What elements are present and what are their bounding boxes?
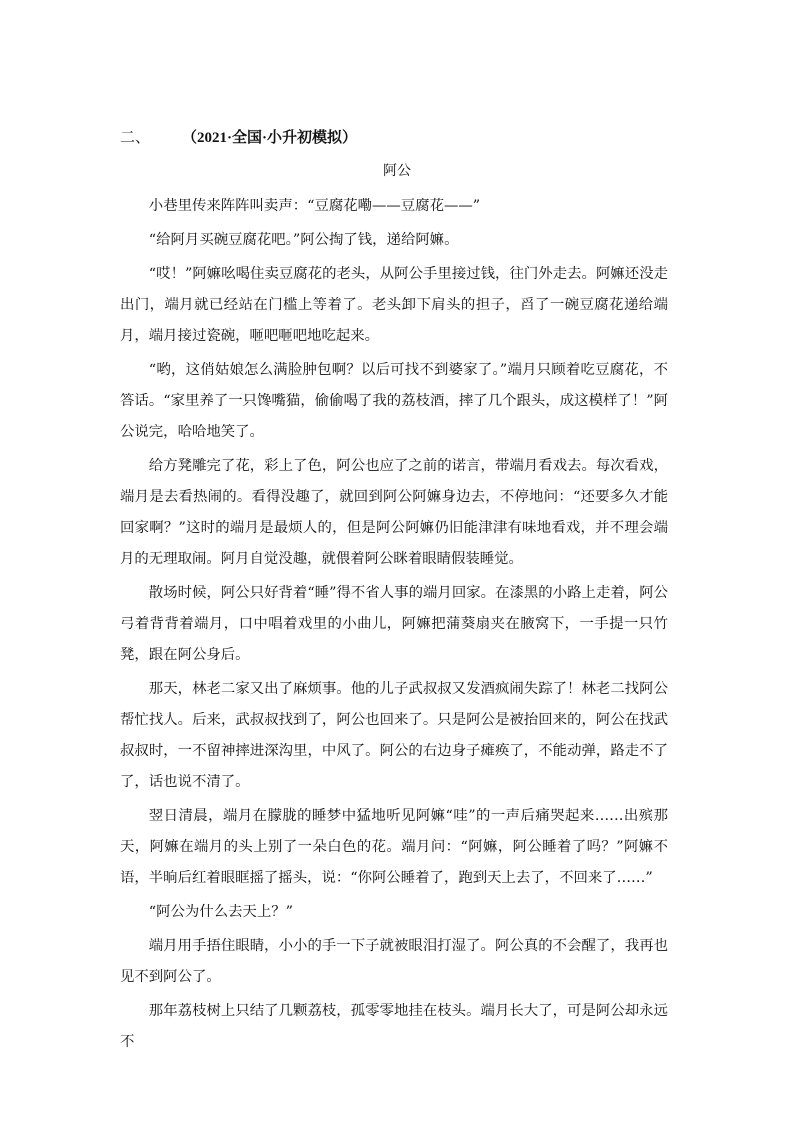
paragraph-2: “给阿月买碗豆腐花吧。”阿公掏了钱，递给阿嫲。 [148,232,459,248]
section-heading [120,126,357,149]
article-title: 阿公 [383,163,411,179]
paragraph-10: 端月用手捂住眼睛，小小的手一下子就被眼泪打湿了。阿公真的不会醒了，我再也见不到阿公了。 [120,938,668,985]
paragraph-3: “哎！”阿嫲吆喝住卖豆腐花的老头，从阿公手里接过钱，往门外走去。阿嫲还没走出门，端月就已经站在门槛上等着了。老头卸下肩头的担子，舀了一碗豆腐花递给端月，端月接过瓷碗，咂吧咂吧地吃起来。 [120,266,668,344]
question-number: 二、 [120,128,151,146]
article-body [120,191,668,1061]
paragraph-4: “哟，这俏姑娘怎么满脸肿包啊？以后可找不到婆家了。”端月只顾着吃豆腐花，不答话。“家里养了一只馋嘴猫，偷偷喝了我的荔枝酒，摔了几个跟头，成这模样了！”阿公说完，哈哈地笑了。 [120,362,668,440]
paragraph-5: 给方凳雕完了花，彩上了色，阿公也应了之前的诺言，带端月看戏去。每次看戏，端月是去看热闹的。看得没趣了，就回到阿公阿嫲身边去，不停地问：“还要多久才能回家啊？”这时的端月是最烦人的，但是阿公阿嫲仍旧能津津有味地看戏，并不理会端月的无理取闹。阿月自觉没趣，就偎着阿公眯着眼睛假装睡觉。 [120,458,668,567]
paragraph-6: 散场时候，阿公只好背着“睡”得不省人事的端月回家。在漆黑的小路上走着，阿公弓着背背着端月，口中唱着戏里的小曲儿，阿嫲把蒲葵扇夹在腋窝下，一手提一只竹凳，跟在阿公身后。 [120,585,668,663]
paragraph-8: 翌日清晨，端月在朦胧的睡梦中猛地听见阿嫲“哇”的一声后痛哭起来……出殡那天，阿嫲在端月的头上别了一朵白色的花。端月问：“阿嫲，阿公睡着了吗？”阿嫲不语，半晌后红着眼眶摇了摇头，说：“你阿公睡着了，跑到天上去了，不回来了……” [120,808,668,886]
paragraph-9: “阿公为什么去天上？” [148,904,294,920]
question-source: （2021·全国·小升初模拟） [182,130,358,146]
paragraph-11: 那年荔枝树上只结了几颗荔枝，孤零零地挂在枝头。端月长大了，可是阿公却永远不 [120,1003,668,1050]
paragraph-7: 那天，林老二家又出了麻烦事。他的儿子武叔叔又发酒疯闹失踪了！林老二找阿公帮忙找人。后来，武叔叔找到了，阿公也回来了。只是阿公是被抬回来的，阿公在找武叔叔时，一不留神摔进深沟里，中风了。阿公的右边身子瘫痪了，不能动弹，路走不了了，话也说不清了。 [120,681,668,790]
paragraph-1: 小巷里传来阵阵叫卖声：“豆腐花嘞——豆腐花——” [148,198,481,214]
